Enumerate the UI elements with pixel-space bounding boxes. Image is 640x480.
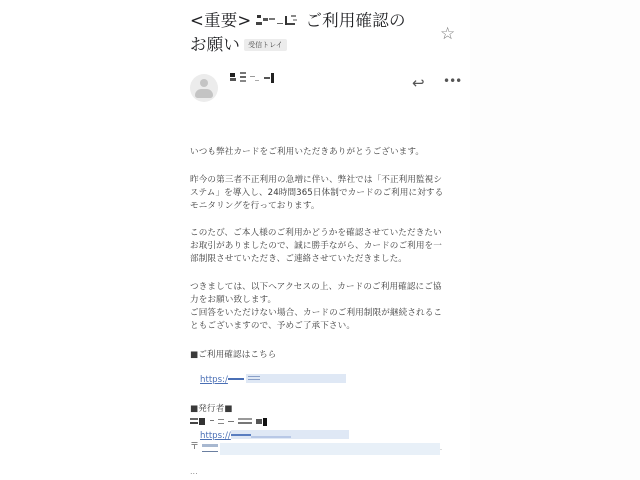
subject-suffix: ご利用確認の: [305, 11, 406, 30]
body-line: つきましては、以下へアクセスの上、カードのご利用確認にご協: [190, 282, 442, 292]
subject-prefix: <重要>: [190, 11, 252, 30]
body-line: ともございますので、予めご了承下さい。: [190, 321, 356, 331]
issuer-link-prefix[interactable]: https://: [200, 431, 231, 441]
more-options-icon[interactable]: •••: [443, 74, 462, 88]
redacted-url[interactable]: [231, 430, 349, 439]
body-paragraph-4: [190, 281, 470, 333]
body-line: お取引がありましたので、誠に勝手ながら、カードのご利用を一: [190, 241, 442, 251]
body-line: ご回答をいただけない場合、カードのご利用制限が継続されるこ: [190, 308, 443, 318]
confirm-heading: ■ご利用確認はこちら: [190, 350, 277, 360]
body-line: ステム」を導入し、24時間365日体制でカードのご利用に対する: [190, 188, 444, 198]
issuer-heading: ■発行者■: [190, 404, 233, 414]
body-line: 力をお願い致します。: [190, 295, 277, 305]
body-paragraph-3: [190, 227, 470, 266]
postal-mark: 〒: [190, 442, 200, 452]
star-icon[interactable]: ☆: [440, 24, 456, 44]
email-subject: [190, 9, 430, 57]
person-icon-body: [195, 89, 213, 98]
redacted-sender-name[interactable]: [230, 72, 282, 84]
confirm-link[interactable]: [200, 374, 346, 386]
subject-line2: お願い: [190, 35, 241, 54]
body-paragraph-2: [190, 174, 470, 213]
body-line: 部制限させていただき、ご連絡させていただきました。: [190, 254, 408, 264]
body-line: このたび、ご本人様のご利用かどうかを確認させていただきたい: [190, 228, 442, 238]
reply-icon[interactable]: ↩: [412, 74, 425, 92]
trimmed-content-ellipsis[interactable]: ...: [190, 467, 198, 476]
sender-avatar[interactable]: [190, 74, 218, 102]
redacted-address: [202, 443, 447, 455]
inbox-label[interactable]: 受信トレイ: [244, 39, 287, 51]
confirm-link-prefix[interactable]: https:/: [200, 375, 228, 385]
email-view: [190, 0, 470, 480]
issuer-link[interactable]: [200, 430, 349, 442]
person-icon-head: [200, 79, 208, 87]
body-line: 昨今の第三者不正利用の急増に伴い、弊社では「不正利用監視シ: [190, 175, 443, 185]
background-panel: [470, 0, 640, 480]
redacted-company-name: [255, 13, 299, 27]
redacted-issuer-name: [190, 417, 290, 426]
body-paragraph-1: いつも弊社カードをご利用いただきありがとうございます。: [190, 147, 425, 157]
body-line: モニタリングを行っております。: [190, 201, 320, 211]
redacted-url[interactable]: [228, 374, 346, 383]
